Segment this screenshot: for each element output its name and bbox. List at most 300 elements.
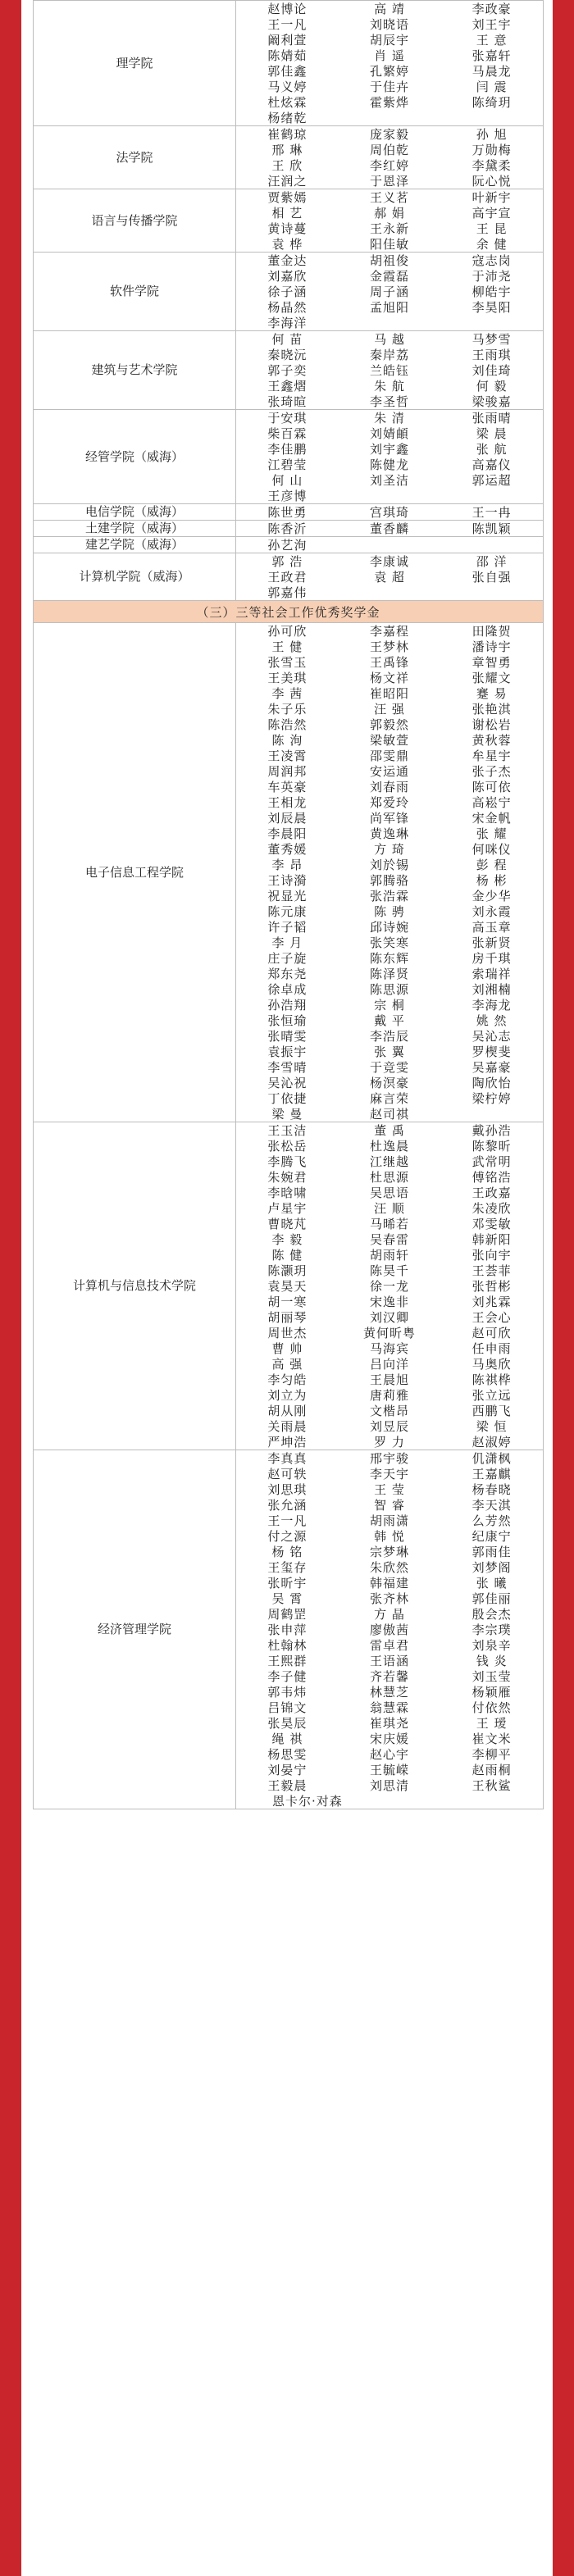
name-line	[236, 1356, 543, 1372]
student-name: 雷卓君	[370, 1638, 410, 1653]
name-line	[236, 1216, 543, 1231]
student-name: 张雪玉	[267, 655, 308, 670]
student-name: 戴 平	[374, 1013, 405, 1028]
section-title: （三）三等社会工作优秀奖学金	[34, 601, 544, 623]
name-line	[236, 623, 543, 639]
student-name: 马义婷	[267, 80, 308, 94]
student-name: 韩 悦	[374, 1529, 405, 1544]
student-name: 王梦林	[370, 639, 410, 654]
student-name: 孙可欣	[267, 624, 308, 639]
student-name: 万勋梅	[472, 143, 512, 157]
student-name: 黄何昕粤	[363, 1326, 417, 1340]
student-name: 杨溟豪	[370, 1076, 410, 1090]
student-name: 罗楔斐	[472, 1045, 512, 1059]
student-name: 金少华	[472, 889, 512, 903]
student-name: 张 曦	[476, 1576, 508, 1591]
student-name: 李雪晴	[267, 1060, 308, 1075]
college-row	[34, 553, 544, 601]
student-name: 邵雯鼎	[370, 749, 410, 763]
student-name: 刘湘楠	[472, 982, 512, 997]
student-name: 张子杰	[472, 764, 512, 779]
student-name: 吴春雷	[370, 1232, 410, 1247]
name-line	[236, 1418, 543, 1434]
student-name: 刘晓语	[370, 17, 410, 32]
student-name: 梁 曼	[271, 1107, 303, 1122]
name-line	[236, 1013, 543, 1028]
student-name: 谢松岩	[472, 717, 512, 732]
student-name: 赵博论	[267, 2, 308, 16]
name-line	[236, 1154, 543, 1169]
student-name: 胡辰宇	[370, 33, 410, 48]
name-line	[236, 1762, 543, 1777]
student-name: 郑东尧	[267, 967, 308, 981]
student-name: 王会心	[472, 1310, 512, 1325]
student-name: 王秋鲨	[472, 1778, 512, 1793]
student-name: 孔繁婷	[370, 64, 410, 79]
student-name: 王晨旭	[370, 1372, 410, 1387]
student-name: 杜翰林	[267, 1638, 308, 1653]
student-name: 高崧宁	[472, 795, 512, 810]
name-line	[236, 1466, 543, 1481]
scholarship-table	[33, 0, 544, 1809]
student-name: 徐卓成	[267, 982, 308, 997]
student-name: 董 禹	[374, 1123, 405, 1138]
student-name: 崔鹤琼	[267, 127, 308, 142]
name-line	[236, 94, 543, 110]
student-name: 傅铭浩	[472, 1170, 512, 1185]
name-line	[236, 1138, 543, 1154]
student-name: 李海洋	[267, 316, 308, 330]
student-name: 陈浩然	[267, 717, 308, 732]
student-name: 关雨晨	[267, 1419, 308, 1434]
student-name: 田隆贺	[472, 624, 512, 639]
name-line	[236, 981, 543, 997]
student-name: 朱婉君	[267, 1170, 308, 1185]
student-name: 韩新阳	[472, 1232, 512, 1247]
name-line	[236, 1700, 543, 1715]
student-name: 李海龙	[472, 998, 512, 1013]
student-name: 刘泉辛	[472, 1638, 512, 1653]
student-name: 阮心悦	[472, 174, 512, 189]
name-line	[236, 1450, 543, 1466]
name-line	[236, 205, 543, 221]
name-line	[236, 826, 543, 841]
college-row	[34, 1, 544, 126]
student-name: 祝显光	[267, 889, 308, 903]
student-name: 朱欣然	[370, 1560, 410, 1575]
student-name: 刘昱辰	[370, 1419, 410, 1434]
name-line	[236, 1106, 543, 1122]
student-name: 马奥欣	[472, 1357, 512, 1372]
name-line	[236, 1637, 543, 1653]
student-name: 李佳鹏	[267, 442, 308, 457]
name-line	[236, 1044, 543, 1059]
college-row	[34, 504, 544, 521]
student-name: 叶新宇	[472, 190, 512, 205]
college-name: 理学院	[34, 1, 236, 126]
name-line	[236, 157, 543, 173]
name-line	[236, 1247, 543, 1263]
student-name: 李 昂	[271, 858, 303, 872]
student-name: 胡雨轩	[370, 1248, 410, 1263]
name-line	[236, 1185, 543, 1200]
student-name: 韩福建	[370, 1576, 410, 1591]
student-name: 陈东辉	[370, 951, 410, 966]
name-line	[236, 1684, 543, 1700]
name-line	[236, 1372, 543, 1387]
student-name: 吕锦文	[267, 1700, 308, 1715]
student-name: 李子健	[267, 1669, 308, 1684]
student-name: 王诗漪	[267, 873, 308, 888]
student-names	[236, 1122, 544, 1450]
student-name: 姚 然	[476, 1013, 508, 1028]
name-line	[236, 521, 543, 536]
student-name: 李柳平	[472, 1747, 512, 1762]
student-name: 朱子乐	[267, 702, 308, 717]
student-name: 梁骏嘉	[472, 394, 512, 409]
student-name: 周鹤罡	[267, 1607, 308, 1622]
student-name: 张松岳	[267, 1139, 308, 1154]
student-name: 高宇宣	[472, 206, 512, 221]
student-name: 郭子奕	[267, 363, 308, 378]
student-name: 庞家毅	[370, 127, 410, 142]
college-row	[34, 126, 544, 189]
name-line	[236, 841, 543, 857]
student-name: 袁昊天	[267, 1279, 308, 1294]
student-name: 高玉章	[472, 920, 512, 935]
student-name: 胡祖俊	[370, 253, 410, 268]
student-name: 吴沁祝	[267, 1076, 308, 1090]
student-name: 陈 骋	[374, 904, 405, 919]
student-name: 郭韦炜	[267, 1685, 308, 1700]
student-name: 袁 超	[374, 570, 405, 585]
student-name: 孙浩翔	[267, 998, 308, 1013]
name-line	[236, 685, 543, 701]
student-name: 陈世勇	[267, 505, 308, 520]
college-row	[34, 1450, 544, 1809]
student-name: 梁 恒	[476, 1419, 508, 1434]
student-name: 王彦博	[267, 489, 308, 503]
student-name: 霍紫烨	[370, 95, 410, 110]
student-name: 张 航	[476, 442, 508, 457]
student-name: 刘佳琦	[472, 363, 512, 378]
student-name: 王熙群	[267, 1654, 308, 1668]
student-name: 周伯乾	[370, 143, 410, 157]
name-line	[236, 378, 543, 394]
student-name: 张昊辰	[267, 1716, 308, 1731]
student-name: 刘梦阁	[472, 1560, 512, 1575]
student-name: 赵司祺	[370, 1107, 410, 1122]
name-line	[236, 732, 543, 748]
student-name: 梁 晨	[476, 426, 508, 441]
student-name: 梁敏萱	[370, 733, 410, 748]
student-name: 麻言荣	[370, 1091, 410, 1106]
student-name: 付依然	[472, 1700, 512, 1715]
document-sheet	[21, 0, 553, 2576]
student-name: 王语涵	[370, 1654, 410, 1668]
student-name: 罗 力	[374, 1435, 405, 1450]
student-name: 汪润之	[267, 174, 308, 189]
student-name: 刘宇鑫	[370, 442, 410, 457]
student-names	[236, 553, 544, 601]
student-name: 智 睿	[374, 1498, 405, 1513]
name-line	[236, 410, 543, 426]
student-name: 于佳卉	[370, 80, 410, 94]
student-name: 刘晏宁	[267, 1763, 308, 1777]
name-line	[236, 654, 543, 670]
name-line	[236, 966, 543, 981]
student-name: 杨 彬	[476, 873, 508, 888]
name-line	[236, 1231, 543, 1247]
name-line	[236, 1263, 543, 1278]
student-name: 李晗啸	[267, 1186, 308, 1200]
name-line	[236, 1559, 543, 1575]
student-name: 张齐林	[370, 1591, 410, 1606]
student-name: 陈元康	[267, 904, 308, 919]
college-row	[34, 189, 544, 253]
student-name: 彭 程	[476, 858, 508, 872]
college-name: 土建学院（威海）	[34, 521, 236, 537]
name-line	[236, 1497, 543, 1513]
student-name: 杨颖雁	[472, 1685, 512, 1700]
student-name: 汪 顺	[374, 1201, 405, 1216]
student-names	[236, 1450, 544, 1809]
name-line	[236, 1777, 543, 1793]
student-name: 李腾飞	[267, 1154, 308, 1169]
name-line	[236, 1340, 543, 1356]
student-name: 付之源	[267, 1529, 308, 1544]
student-name: 王政嘉	[472, 1186, 512, 1200]
student-name: 朱 航	[374, 379, 405, 394]
student-names	[236, 189, 544, 253]
student-name: 吴沁志	[472, 1029, 512, 1044]
student-name: 何 山	[271, 473, 303, 488]
name-line	[236, 1481, 543, 1497]
student-name: 杨晶然	[267, 300, 308, 315]
name-line	[236, 1746, 543, 1762]
student-name: 李昊阳	[472, 300, 512, 315]
student-name: 马海宾	[370, 1341, 410, 1356]
student-name: 张耀文	[472, 671, 512, 685]
student-name: 董秀媛	[267, 842, 308, 857]
student-name: 贾紫嫣	[267, 190, 308, 205]
college-name: 计算机与信息技术学院	[34, 1122, 236, 1450]
student-name: 陈灏玥	[267, 1263, 308, 1278]
student-name: 朱 清	[374, 411, 405, 426]
student-name: 许子韬	[267, 920, 308, 935]
name-line	[236, 1403, 543, 1418]
student-name: 赵可欣	[472, 1326, 512, 1340]
student-name: 王凌霄	[267, 749, 308, 763]
student-name: 黄诗蔓	[267, 221, 308, 236]
student-name: 方 晶	[374, 1607, 405, 1622]
student-name: 张立远	[472, 1388, 512, 1403]
college-row	[34, 410, 544, 504]
student-name: 杨春晓	[472, 1482, 512, 1497]
student-name: 张向宇	[472, 1248, 512, 1263]
student-name: 王 意	[476, 33, 508, 48]
name-line	[236, 950, 543, 966]
student-name: 董金达	[267, 253, 308, 268]
student-name: 张哲彬	[472, 1279, 512, 1294]
student-name: 郝 娟	[374, 206, 405, 221]
name-line	[236, 1387, 543, 1403]
name-line	[236, 1200, 543, 1216]
name-line	[236, 315, 543, 330]
college-name: 软件学院	[34, 253, 236, 331]
student-name: 杜逸晨	[370, 1139, 410, 1154]
student-name: 林慧芝	[370, 1685, 410, 1700]
student-name: 赵雨桐	[472, 1763, 512, 1777]
student-name: 陈祺桦	[472, 1372, 512, 1387]
student-name: 周子涵	[370, 284, 410, 299]
student-name: 王相龙	[267, 795, 308, 810]
student-name: 张晴雯	[267, 1029, 308, 1044]
name-line	[236, 110, 543, 125]
name-line	[236, 872, 543, 888]
name-line	[236, 1513, 543, 1528]
student-name: 高嘉仪	[472, 457, 512, 472]
student-name: 王 健	[271, 639, 303, 654]
student-name: 刘王宇	[472, 17, 512, 32]
student-name: 庄子旋	[267, 951, 308, 966]
student-name: 李 月	[271, 935, 303, 950]
student-name: 陈婧茹	[267, 48, 308, 63]
student-name: 车英豪	[267, 780, 308, 794]
student-name: 李嘉程	[370, 624, 410, 639]
student-name: 张昕宇	[267, 1576, 308, 1591]
student-name: 刘永霞	[472, 904, 512, 919]
name-line	[236, 347, 543, 362]
student-names	[236, 1, 544, 126]
student-name: 张浩霖	[370, 889, 410, 903]
college-name: 建艺学院（威海）	[34, 537, 236, 553]
student-name: 恩卡尔·对森	[272, 1794, 343, 1809]
name-line	[236, 173, 543, 189]
student-name: 张自强	[472, 570, 512, 585]
college-name: 电子信息工程学院	[34, 623, 236, 1122]
student-name: 王一凡	[267, 1513, 308, 1528]
student-name: 严坤浩	[267, 1435, 308, 1450]
name-line	[236, 79, 543, 94]
name-line	[236, 857, 543, 872]
college-row	[34, 521, 544, 537]
student-name: 王义茗	[370, 190, 410, 205]
college-row	[34, 537, 544, 553]
student-name: 江碧莹	[267, 457, 308, 472]
student-name: 王禹锋	[370, 655, 410, 670]
student-name: 李晨阳	[267, 826, 308, 841]
student-name: 杜思源	[370, 1170, 410, 1185]
student-name: 章智勇	[472, 655, 512, 670]
student-name: 王一冉	[472, 505, 512, 520]
student-name: 杨文祥	[370, 671, 410, 685]
student-name: 西鹏飞	[472, 1404, 512, 1418]
student-name: 李宗璞	[472, 1623, 512, 1637]
college-row	[34, 623, 544, 1122]
student-name: 李 毅	[271, 1232, 303, 1247]
student-name: 么芳然	[472, 1513, 512, 1528]
student-name: 李康诚	[370, 554, 410, 569]
student-name: 刘嘉欣	[267, 269, 308, 284]
name-line	[236, 1169, 543, 1185]
student-name: 李浩辰	[370, 1029, 410, 1044]
name-line	[236, 331, 543, 347]
student-name: 王 欣	[271, 158, 303, 173]
student-name: 秦岸荔	[370, 348, 410, 362]
name-line	[236, 810, 543, 826]
student-name: 于沛尧	[472, 269, 512, 284]
student-name: 潘诗宇	[472, 639, 512, 654]
student-name: 李天淇	[472, 1498, 512, 1513]
student-name: 梁柠婷	[472, 1091, 512, 1106]
student-name: 王荟菲	[472, 1263, 512, 1278]
student-name: 刘思清	[370, 1778, 410, 1793]
student-name: 王玉洁	[267, 1123, 308, 1138]
student-name: 殷会杰	[472, 1607, 512, 1622]
student-name: 任申雨	[472, 1341, 512, 1356]
name-line	[236, 1325, 543, 1340]
student-name: 宗 桐	[374, 998, 405, 1013]
name-line	[236, 299, 543, 315]
student-name: 张恒瑜	[267, 1013, 308, 1028]
name-line	[236, 426, 543, 441]
student-name: 董香麟	[370, 521, 410, 536]
student-name: 杨绪乾	[267, 111, 308, 125]
name-line	[236, 1294, 543, 1309]
student-name: 郭佳鑫	[267, 64, 308, 79]
name-line	[236, 126, 543, 142]
name-line	[236, 779, 543, 794]
name-line	[236, 1434, 543, 1450]
student-name: 李黛柔	[472, 158, 512, 173]
student-name: 汪 强	[374, 702, 405, 717]
student-name: 王永新	[370, 221, 410, 236]
name-line	[236, 253, 543, 268]
college-row	[34, 253, 544, 331]
name-line	[236, 16, 543, 32]
name-line	[236, 717, 543, 732]
student-name: 陈健龙	[370, 457, 410, 472]
name-line	[236, 1668, 543, 1684]
student-name: 陈黎昕	[472, 1139, 512, 1154]
student-name: 杜炫霖	[267, 95, 308, 110]
student-name: 王一凡	[267, 17, 308, 32]
student-name: 郭佳丽	[472, 1591, 512, 1606]
student-name: 高 强	[271, 1357, 303, 1372]
student-name: 马梦雪	[472, 332, 512, 347]
student-name: 徐一龙	[370, 1279, 410, 1294]
name-line	[236, 236, 543, 252]
student-name: 黄秋蓉	[472, 733, 512, 748]
student-name: 王雨琪	[472, 348, 512, 362]
student-name: 戴孙浩	[472, 1123, 512, 1138]
student-name: 王 莹	[374, 1482, 405, 1497]
student-name: 李天宇	[370, 1467, 410, 1481]
student-name: 刘玉莹	[472, 1669, 512, 1684]
student-name: 相 艺	[271, 206, 303, 221]
student-name: 兰皓钰	[370, 363, 410, 378]
student-name: 张艳淇	[472, 702, 512, 717]
name-line	[236, 1, 543, 16]
name-line	[236, 189, 543, 205]
student-name: 金霞磊	[370, 269, 410, 284]
student-name: 于安琪	[267, 411, 308, 426]
name-line	[236, 1731, 543, 1746]
student-name: 陶欣怡	[472, 1076, 512, 1090]
student-name: 邵 洋	[476, 554, 508, 569]
name-line	[236, 748, 543, 763]
